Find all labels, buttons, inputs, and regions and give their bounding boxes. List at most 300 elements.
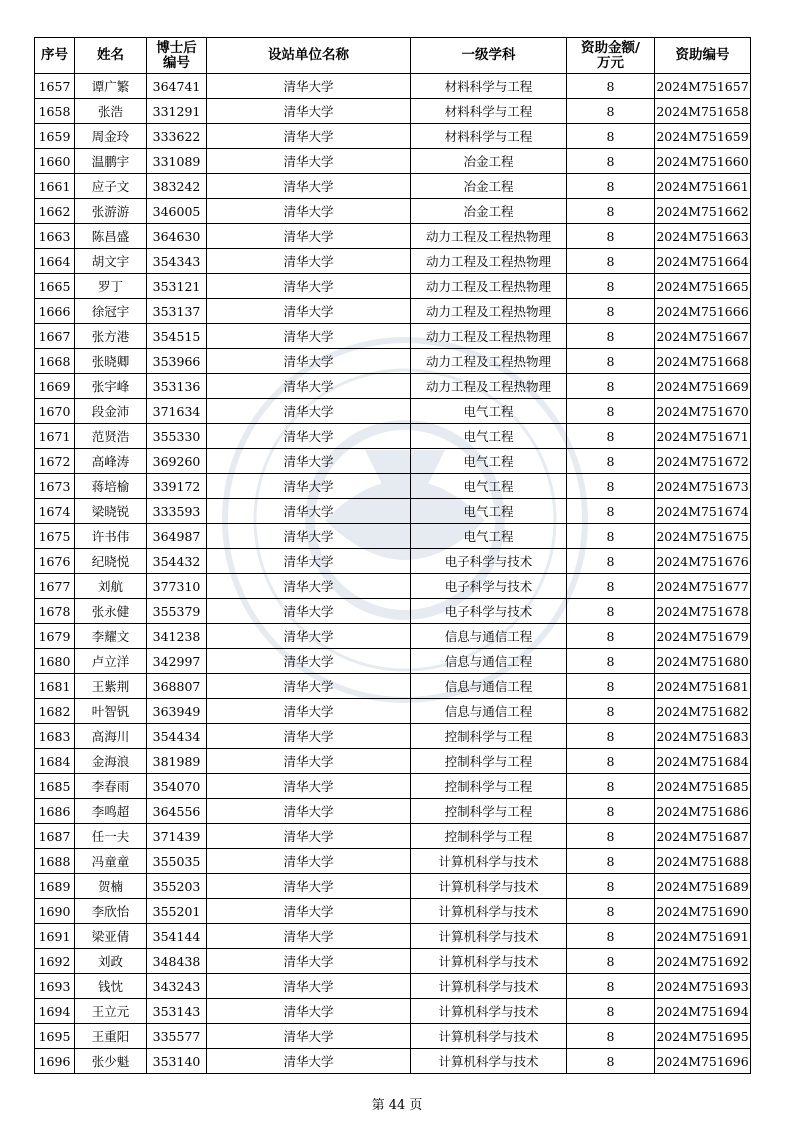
cell-institution: 清华大学 [207, 649, 411, 674]
cell-postdoc-id: 348438 [147, 949, 207, 974]
cell-grant-id: 2024M751660 [655, 149, 751, 174]
cell-institution: 清华大学 [207, 874, 411, 899]
cell-institution: 清华大学 [207, 274, 411, 299]
table-row [35, 724, 751, 749]
cell-postdoc-id: 364987 [147, 524, 207, 549]
cell-index: 1691 [35, 924, 75, 949]
cell-postdoc-id: 355379 [147, 599, 207, 624]
header-institution-line1: 设站单位名称 [268, 47, 349, 63]
cell-discipline: 计算机科学与技术 [411, 1049, 567, 1074]
cell-postdoc-id: 354070 [147, 774, 207, 799]
cell-amount: 8 [567, 849, 655, 874]
cell-postdoc-id: 339172 [147, 474, 207, 499]
header-institution [207, 38, 411, 74]
cell-amount: 8 [567, 474, 655, 499]
cell-institution: 清华大学 [207, 549, 411, 574]
cell-grant-id: 2024M751695 [655, 1024, 751, 1049]
cell-grant-id: 2024M751680 [655, 649, 751, 674]
cell-index: 1658 [35, 99, 75, 124]
cell-discipline: 电子科学与技术 [411, 599, 567, 624]
table-header-row [35, 38, 751, 74]
cell-discipline: 计算机科学与技术 [411, 849, 567, 874]
cell-index: 1673 [35, 474, 75, 499]
cell-amount: 8 [567, 124, 655, 149]
cell-institution: 清华大学 [207, 849, 411, 874]
cell-postdoc-id: 364630 [147, 224, 207, 249]
cell-institution: 清华大学 [207, 899, 411, 924]
cell-grant-id: 2024M751685 [655, 774, 751, 799]
cell-name: 梁亚倩 [75, 924, 147, 949]
cell-index: 1665 [35, 274, 75, 299]
cell-name: 叶智钒 [75, 699, 147, 724]
header-discipline [411, 38, 567, 74]
table-row [35, 299, 751, 324]
cell-discipline: 材料科学与工程 [411, 99, 567, 124]
cell-postdoc-id: 333593 [147, 499, 207, 524]
cell-index: 1676 [35, 549, 75, 574]
cell-amount: 8 [567, 299, 655, 324]
cell-grant-id: 2024M751662 [655, 199, 751, 224]
cell-institution: 清华大学 [207, 224, 411, 249]
cell-index: 1679 [35, 624, 75, 649]
table-row [35, 624, 751, 649]
header-index-line1: 序号 [41, 47, 68, 63]
cell-grant-id: 2024M751694 [655, 999, 751, 1024]
cell-amount: 8 [567, 249, 655, 274]
cell-postdoc-id: 355201 [147, 899, 207, 924]
cell-amount: 8 [567, 549, 655, 574]
cell-amount: 8 [567, 1049, 655, 1074]
cell-postdoc-id: 343243 [147, 974, 207, 999]
cell-grant-id: 2024M751669 [655, 374, 751, 399]
cell-grant-id: 2024M751692 [655, 949, 751, 974]
header-name [75, 38, 147, 74]
cell-discipline: 信息与通信工程 [411, 699, 567, 724]
table-row [35, 599, 751, 624]
cell-institution: 清华大学 [207, 599, 411, 624]
cell-discipline: 冶金工程 [411, 149, 567, 174]
cell-postdoc-id: 364556 [147, 799, 207, 824]
cell-postdoc-id: 333622 [147, 124, 207, 149]
cell-amount: 8 [567, 99, 655, 124]
cell-name: 张永健 [75, 599, 147, 624]
table-row [35, 799, 751, 824]
cell-index: 1683 [35, 724, 75, 749]
table-row [35, 449, 751, 474]
cell-name: 谭广繁 [75, 74, 147, 99]
cell-amount: 8 [567, 699, 655, 724]
table-row [35, 924, 751, 949]
cell-institution: 清华大学 [207, 524, 411, 549]
table-row [35, 949, 751, 974]
cell-grant-id: 2024M751681 [655, 674, 751, 699]
cell-index: 1692 [35, 949, 75, 974]
cell-institution: 清华大学 [207, 449, 411, 474]
cell-grant-id: 2024M751673 [655, 474, 751, 499]
table-row [35, 699, 751, 724]
cell-institution: 清华大学 [207, 924, 411, 949]
cell-name: 王立元 [75, 999, 147, 1024]
cell-index: 1689 [35, 874, 75, 899]
cell-index: 1687 [35, 824, 75, 849]
cell-name: 张少魁 [75, 1049, 147, 1074]
cell-postdoc-id: 341238 [147, 624, 207, 649]
table-row [35, 374, 751, 399]
cell-institution: 清华大学 [207, 699, 411, 724]
cell-index: 1677 [35, 574, 75, 599]
cell-grant-id: 2024M751683 [655, 724, 751, 749]
cell-institution: 清华大学 [207, 199, 411, 224]
cell-amount: 8 [567, 1024, 655, 1049]
cell-grant-id: 2024M751693 [655, 974, 751, 999]
cell-discipline: 动力工程及工程热物理 [411, 249, 567, 274]
cell-amount: 8 [567, 374, 655, 399]
table-row [35, 824, 751, 849]
table-row [35, 199, 751, 224]
cell-institution: 清华大学 [207, 574, 411, 599]
cell-postdoc-id: 371634 [147, 399, 207, 424]
cell-discipline: 电气工程 [411, 524, 567, 549]
cell-amount: 8 [567, 949, 655, 974]
cell-name: 任一夫 [75, 824, 147, 849]
cell-institution: 清华大学 [207, 74, 411, 99]
cell-name: 段金沛 [75, 399, 147, 424]
cell-discipline: 材料科学与工程 [411, 74, 567, 99]
table-row [35, 899, 751, 924]
cell-name: 张晓卿 [75, 349, 147, 374]
cell-institution: 清华大学 [207, 249, 411, 274]
cell-name: 刘政 [75, 949, 147, 974]
cell-discipline: 计算机科学与技术 [411, 949, 567, 974]
cell-grant-id: 2024M751672 [655, 449, 751, 474]
cell-name: 王紫荆 [75, 674, 147, 699]
cell-discipline: 信息与通信工程 [411, 649, 567, 674]
cell-discipline: 动力工程及工程热物理 [411, 349, 567, 374]
table-row [35, 649, 751, 674]
cell-name: 罗丁 [75, 274, 147, 299]
cell-grant-id: 2024M751690 [655, 899, 751, 924]
cell-grant-id: 2024M751663 [655, 224, 751, 249]
cell-name: 李欣怡 [75, 899, 147, 924]
cell-index: 1661 [35, 174, 75, 199]
cell-name: 张方港 [75, 324, 147, 349]
cell-discipline: 动力工程及工程热物理 [411, 274, 567, 299]
cell-institution: 清华大学 [207, 474, 411, 499]
cell-name: 刘航 [75, 574, 147, 599]
cell-amount: 8 [567, 874, 655, 899]
cell-discipline: 电气工程 [411, 499, 567, 524]
cell-amount: 8 [567, 74, 655, 99]
cell-amount: 8 [567, 649, 655, 674]
cell-name: 梁晓锐 [75, 499, 147, 524]
table-row [35, 549, 751, 574]
cell-index: 1678 [35, 599, 75, 624]
cell-amount: 8 [567, 924, 655, 949]
cell-institution: 清华大学 [207, 324, 411, 349]
cell-institution: 清华大学 [207, 799, 411, 824]
funding-table [34, 37, 751, 1074]
cell-name: 高海川 [75, 724, 147, 749]
cell-index: 1664 [35, 249, 75, 274]
cell-name: 钱忱 [75, 974, 147, 999]
cell-institution: 清华大学 [207, 374, 411, 399]
table-row [35, 674, 751, 699]
cell-postdoc-id: 354144 [147, 924, 207, 949]
table-row [35, 749, 751, 774]
cell-index: 1671 [35, 424, 75, 449]
cell-grant-id: 2024M751677 [655, 574, 751, 599]
table-row [35, 974, 751, 999]
cell-institution: 清华大学 [207, 674, 411, 699]
page-number: 第 44 页 [371, 1098, 423, 1113]
cell-amount: 8 [567, 824, 655, 849]
cell-index: 1666 [35, 299, 75, 324]
cell-grant-id: 2024M751661 [655, 174, 751, 199]
table-row [35, 324, 751, 349]
cell-grant-id: 2024M751691 [655, 924, 751, 949]
cell-amount: 8 [567, 674, 655, 699]
cell-index: 1694 [35, 999, 75, 1024]
table-row [35, 349, 751, 374]
cell-discipline: 计算机科学与技术 [411, 924, 567, 949]
cell-amount: 8 [567, 174, 655, 199]
table-row [35, 224, 751, 249]
cell-institution: 清华大学 [207, 999, 411, 1024]
cell-institution: 清华大学 [207, 174, 411, 199]
cell-grant-id: 2024M751657 [655, 74, 751, 99]
header-discipline-line1: 一级学科 [461, 47, 516, 63]
cell-amount: 8 [567, 999, 655, 1024]
cell-name: 张宇峰 [75, 374, 147, 399]
cell-index: 1695 [35, 1024, 75, 1049]
cell-name: 应子文 [75, 174, 147, 199]
cell-name: 卢立洋 [75, 649, 147, 674]
table-row [35, 424, 751, 449]
cell-postdoc-id: 342997 [147, 649, 207, 674]
cell-name: 张浩 [75, 99, 147, 124]
cell-postdoc-id: 331089 [147, 149, 207, 174]
cell-postdoc-id: 355330 [147, 424, 207, 449]
cell-index: 1657 [35, 74, 75, 99]
cell-discipline: 动力工程及工程热物理 [411, 224, 567, 249]
cell-amount: 8 [567, 349, 655, 374]
cell-index: 1684 [35, 749, 75, 774]
cell-amount: 8 [567, 724, 655, 749]
header-amount [567, 38, 655, 74]
cell-postdoc-id: 354434 [147, 724, 207, 749]
cell-name: 张游游 [75, 199, 147, 224]
cell-discipline: 冶金工程 [411, 199, 567, 224]
cell-postdoc-id: 355035 [147, 849, 207, 874]
table-row [35, 499, 751, 524]
table-row [35, 474, 751, 499]
cell-name: 陈昌盛 [75, 224, 147, 249]
cell-index: 1680 [35, 649, 75, 674]
table-row [35, 524, 751, 549]
cell-grant-id: 2024M751659 [655, 124, 751, 149]
cell-grant-id: 2024M751670 [655, 399, 751, 424]
cell-discipline: 电气工程 [411, 399, 567, 424]
cell-index: 1667 [35, 324, 75, 349]
cell-postdoc-id: 377310 [147, 574, 207, 599]
cell-institution: 清华大学 [207, 749, 411, 774]
cell-grant-id: 2024M751686 [655, 799, 751, 824]
cell-name: 徐冠宇 [75, 299, 147, 324]
cell-index: 1686 [35, 799, 75, 824]
cell-discipline: 电气工程 [411, 449, 567, 474]
cell-discipline: 计算机科学与技术 [411, 999, 567, 1024]
cell-name: 李耀文 [75, 624, 147, 649]
cell-amount: 8 [567, 574, 655, 599]
cell-name: 高峰涛 [75, 449, 147, 474]
table-body [35, 74, 751, 1074]
cell-name: 李鸣超 [75, 799, 147, 824]
cell-discipline: 控制科学与工程 [411, 799, 567, 824]
cell-postdoc-id: 371439 [147, 824, 207, 849]
cell-index: 1696 [35, 1049, 75, 1074]
cell-institution: 清华大学 [207, 424, 411, 449]
cell-postdoc-id: 355203 [147, 874, 207, 899]
cell-index: 1672 [35, 449, 75, 474]
cell-name: 周金玲 [75, 124, 147, 149]
cell-grant-id: 2024M751664 [655, 249, 751, 274]
cell-postdoc-id: 364741 [147, 74, 207, 99]
cell-discipline: 信息与通信工程 [411, 624, 567, 649]
cell-name: 金海浪 [75, 749, 147, 774]
cell-amount: 8 [567, 599, 655, 624]
cell-institution: 清华大学 [207, 824, 411, 849]
cell-amount: 8 [567, 749, 655, 774]
cell-grant-id: 2024M751658 [655, 99, 751, 124]
header-grant-id [655, 38, 751, 74]
cell-name: 蒋培榆 [75, 474, 147, 499]
cell-discipline: 电子科学与技术 [411, 574, 567, 599]
cell-institution: 清华大学 [207, 349, 411, 374]
cell-amount: 8 [567, 974, 655, 999]
cell-postdoc-id: 363949 [147, 699, 207, 724]
cell-grant-id: 2024M751682 [655, 699, 751, 724]
table-row [35, 1049, 751, 1074]
cell-name: 纪晓悦 [75, 549, 147, 574]
cell-amount: 8 [567, 424, 655, 449]
cell-amount: 8 [567, 199, 655, 224]
header-postdoc-id-line1: 博士后 [156, 39, 197, 56]
cell-discipline: 动力工程及工程热物理 [411, 299, 567, 324]
cell-name: 冯童童 [75, 849, 147, 874]
cell-postdoc-id: 383242 [147, 174, 207, 199]
cell-postdoc-id: 354432 [147, 549, 207, 574]
cell-postdoc-id: 353137 [147, 299, 207, 324]
cell-index: 1685 [35, 774, 75, 799]
cell-grant-id: 2024M751679 [655, 624, 751, 649]
table-row [35, 99, 751, 124]
table-row [35, 574, 751, 599]
header-postdoc-id [147, 38, 207, 74]
cell-index: 1670 [35, 399, 75, 424]
cell-grant-id: 2024M751687 [655, 824, 751, 849]
table-row [35, 124, 751, 149]
cell-grant-id: 2024M751667 [655, 324, 751, 349]
table-row [35, 774, 751, 799]
cell-discipline: 电气工程 [411, 474, 567, 499]
cell-name: 温鹏宇 [75, 149, 147, 174]
cell-index: 1690 [35, 899, 75, 924]
cell-index: 1663 [35, 224, 75, 249]
cell-institution: 清华大学 [207, 724, 411, 749]
cell-postdoc-id: 368807 [147, 674, 207, 699]
cell-grant-id: 2024M751689 [655, 874, 751, 899]
cell-grant-id: 2024M751688 [655, 849, 751, 874]
cell-discipline: 动力工程及工程热物理 [411, 374, 567, 399]
table-row [35, 74, 751, 99]
cell-discipline: 动力工程及工程热物理 [411, 324, 567, 349]
cell-amount: 8 [567, 774, 655, 799]
cell-amount: 8 [567, 149, 655, 174]
cell-postdoc-id: 354343 [147, 249, 207, 274]
cell-postdoc-id: 353143 [147, 999, 207, 1024]
cell-institution: 清华大学 [207, 499, 411, 524]
table-row [35, 174, 751, 199]
cell-index: 1669 [35, 374, 75, 399]
cell-discipline: 计算机科学与技术 [411, 899, 567, 924]
header-amount-line1: 资助金额/ [581, 39, 640, 56]
cell-amount: 8 [567, 899, 655, 924]
data-table-container [34, 37, 751, 1074]
cell-grant-id: 2024M751675 [655, 524, 751, 549]
cell-institution: 清华大学 [207, 149, 411, 174]
cell-institution: 清华大学 [207, 974, 411, 999]
cell-institution: 清华大学 [207, 399, 411, 424]
cell-institution: 清华大学 [207, 949, 411, 974]
cell-discipline: 计算机科学与技术 [411, 874, 567, 899]
cell-index: 1668 [35, 349, 75, 374]
cell-discipline: 电子科学与技术 [411, 549, 567, 574]
cell-amount: 8 [567, 449, 655, 474]
cell-name: 胡文宇 [75, 249, 147, 274]
cell-grant-id: 2024M751676 [655, 549, 751, 574]
header-grant-id-line1: 资助编号 [675, 47, 730, 63]
cell-amount: 8 [567, 399, 655, 424]
cell-index: 1693 [35, 974, 75, 999]
cell-institution: 清华大学 [207, 624, 411, 649]
cell-discipline: 计算机科学与技术 [411, 1024, 567, 1049]
cell-institution: 清华大学 [207, 1049, 411, 1074]
cell-institution: 清华大学 [207, 299, 411, 324]
cell-amount: 8 [567, 224, 655, 249]
table-row [35, 249, 751, 274]
cell-grant-id: 2024M751678 [655, 599, 751, 624]
cell-name: 李春雨 [75, 774, 147, 799]
table-row [35, 274, 751, 299]
cell-discipline: 冶金工程 [411, 174, 567, 199]
cell-postdoc-id: 353140 [147, 1049, 207, 1074]
cell-amount: 8 [567, 324, 655, 349]
cell-index: 1682 [35, 699, 75, 724]
table-row [35, 999, 751, 1024]
cell-institution: 清华大学 [207, 124, 411, 149]
cell-postdoc-id: 353136 [147, 374, 207, 399]
cell-postdoc-id: 381989 [147, 749, 207, 774]
cell-index: 1688 [35, 849, 75, 874]
cell-name: 范贤浩 [75, 424, 147, 449]
cell-postdoc-id: 354515 [147, 324, 207, 349]
cell-discipline: 计算机科学与技术 [411, 974, 567, 999]
cell-index: 1660 [35, 149, 75, 174]
cell-name: 许书伟 [75, 524, 147, 549]
cell-postdoc-id: 331291 [147, 99, 207, 124]
cell-amount: 8 [567, 624, 655, 649]
cell-postdoc-id: 353121 [147, 274, 207, 299]
